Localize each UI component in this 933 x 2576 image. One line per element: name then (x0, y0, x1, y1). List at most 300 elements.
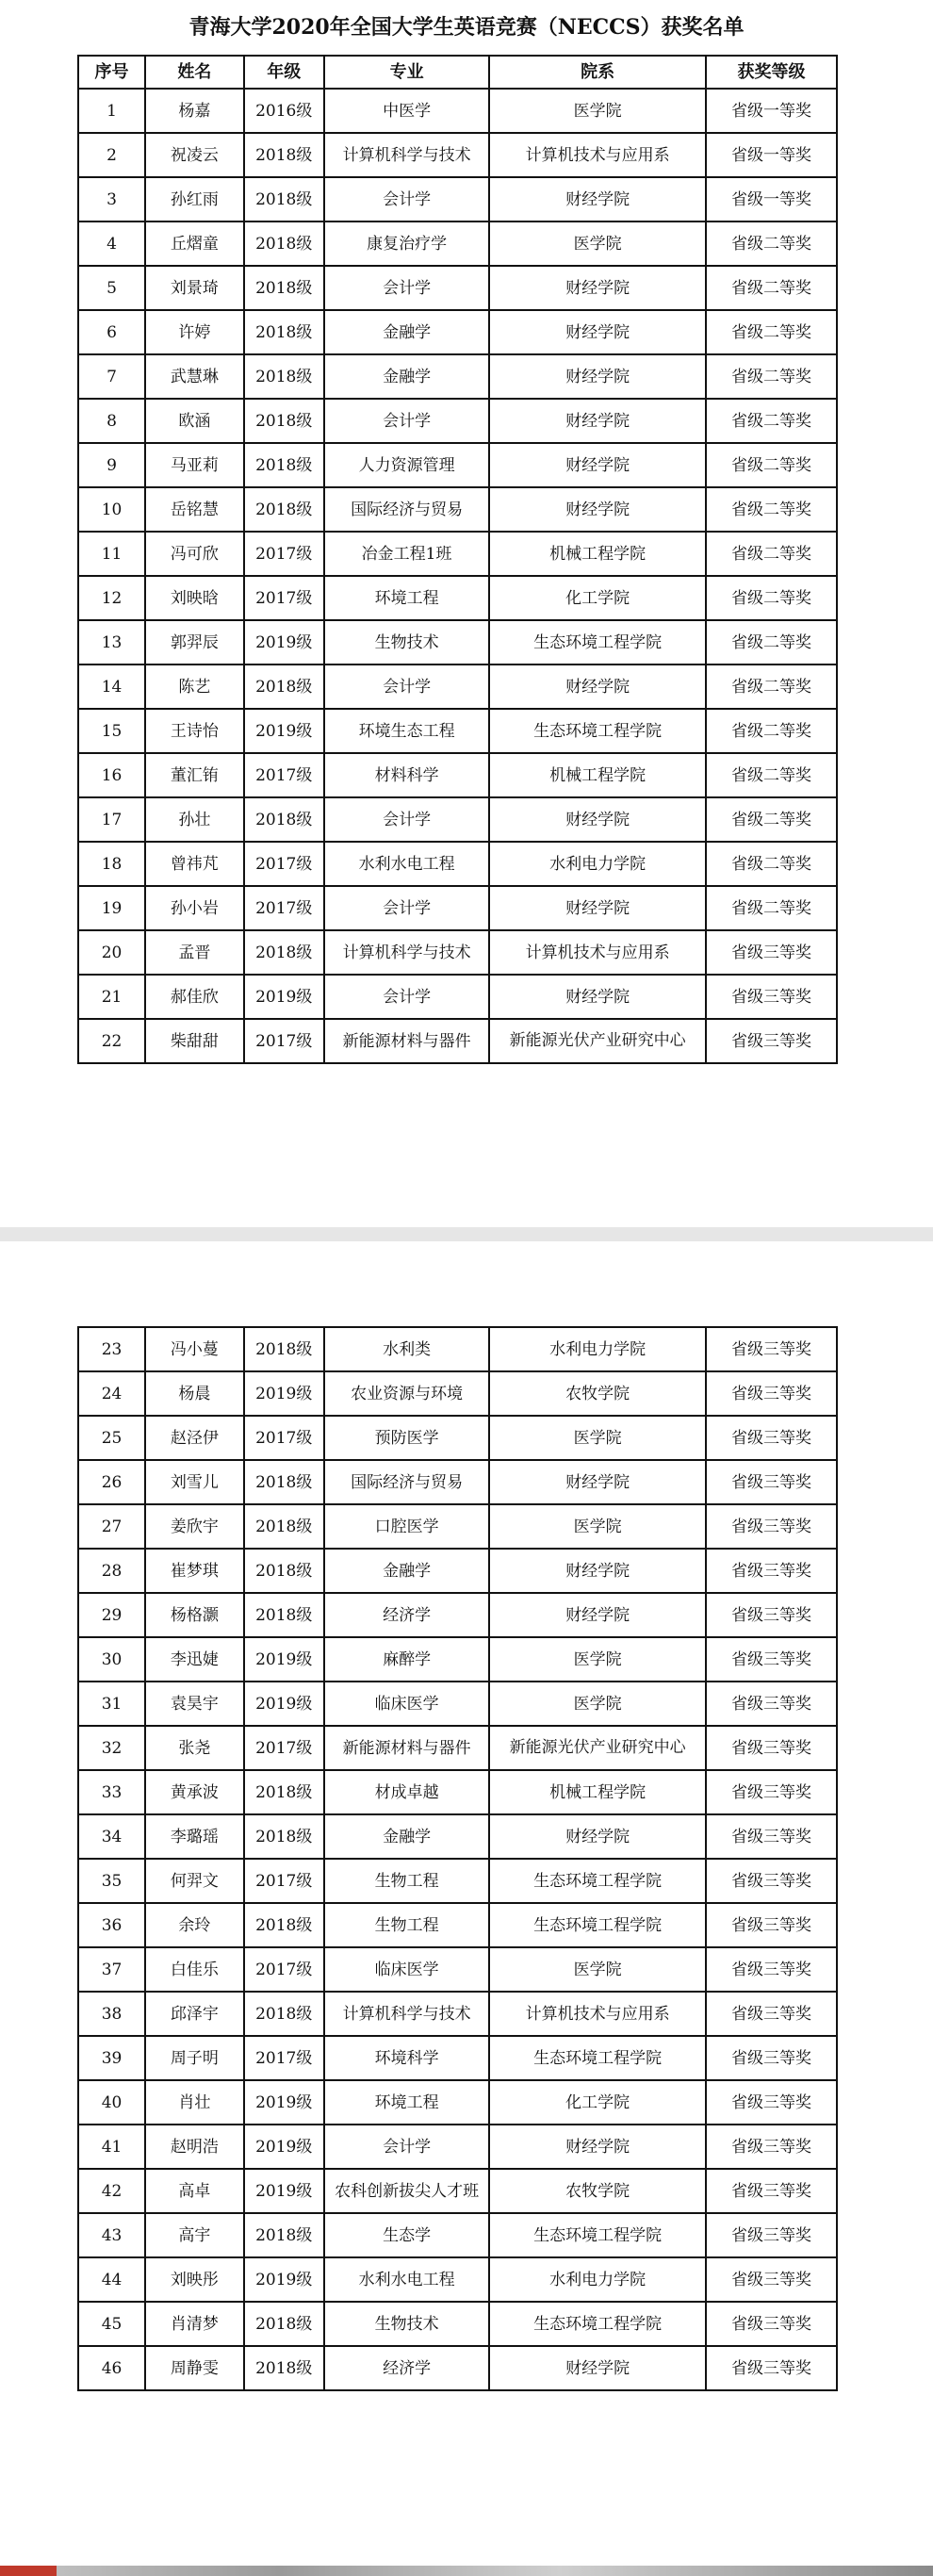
cell-index: 44 (78, 2257, 145, 2302)
cell-department: 财经学院 (489, 399, 706, 443)
cell-award-level: 省级三等奖 (706, 1903, 837, 1947)
cell-department: 财经学院 (489, 487, 706, 532)
cell-index: 26 (78, 1460, 145, 1504)
cell-award-level: 省级一等奖 (706, 89, 837, 133)
cell-name: 肖清梦 (145, 2302, 244, 2346)
cell-award-level: 省级三等奖 (706, 1019, 837, 1063)
table-row (78, 886, 837, 930)
table-row (78, 842, 837, 886)
cell-grade: 2018级 (244, 1504, 324, 1549)
cell-name: 孙红雨 (145, 177, 244, 222)
cell-department: 财经学院 (489, 665, 706, 709)
cell-award-level: 省级三等奖 (706, 2346, 837, 2390)
cell-department: 农牧学院 (489, 1371, 706, 1416)
cell-name: 孟晋 (145, 930, 244, 975)
cell-award-level: 省级二等奖 (706, 222, 837, 266)
bottom-edge-mark (0, 2566, 57, 2576)
cell-department: 计算机技术与应用系 (489, 930, 706, 975)
cell-index: 25 (78, 1416, 145, 1460)
cell-award-level: 省级二等奖 (706, 886, 837, 930)
cell-department: 生态环境工程学院 (489, 709, 706, 753)
bottom-edge-strip (0, 2566, 933, 2576)
cell-name: 杨晨 (145, 1371, 244, 1416)
cell-name: 孙小岩 (145, 886, 244, 930)
cell-award-level: 省级三等奖 (706, 1327, 837, 1371)
cell-major: 会计学 (324, 886, 490, 930)
cell-grade: 2018级 (244, 1549, 324, 1593)
cell-name: 周静雯 (145, 2346, 244, 2390)
table-row (78, 1460, 837, 1504)
table-row (78, 2213, 837, 2257)
cell-major: 金融学 (324, 1549, 490, 1593)
cell-major: 会计学 (324, 2125, 490, 2169)
cell-award-level: 省级三等奖 (706, 1416, 837, 1460)
cell-department: 医学院 (489, 222, 706, 266)
cell-grade: 2017级 (244, 532, 324, 576)
cell-name: 白佳乐 (145, 1947, 244, 1992)
cell-award-level: 省级三等奖 (706, 1770, 837, 1814)
cell-name: 崔梦琪 (145, 1549, 244, 1593)
cell-award-level: 省级二等奖 (706, 797, 837, 842)
cell-name: 武慧琳 (145, 354, 244, 399)
cell-grade: 2018级 (244, 443, 324, 487)
cell-grade: 2017级 (244, 753, 324, 797)
cell-department: 医学院 (489, 1637, 706, 1682)
cell-grade: 2018级 (244, 222, 324, 266)
cell-department: 水利电力学院 (489, 2257, 706, 2302)
cell-major: 生物工程 (324, 1903, 490, 1947)
cell-index: 6 (78, 310, 145, 354)
cell-department: 财经学院 (489, 310, 706, 354)
table-row (78, 2169, 837, 2213)
cell-name: 姜欣宇 (145, 1504, 244, 1549)
cell-index: 36 (78, 1903, 145, 1947)
cell-index: 7 (78, 354, 145, 399)
table-row (78, 753, 837, 797)
cell-grade: 2018级 (244, 665, 324, 709)
table-row (78, 1947, 837, 1992)
cell-name: 杨格灏 (145, 1593, 244, 1637)
cell-grade: 2018级 (244, 1593, 324, 1637)
cell-department: 医学院 (489, 1947, 706, 1992)
cell-award-level: 省级三等奖 (706, 1947, 837, 1992)
cell-department: 生态环境工程学院 (489, 1903, 706, 1947)
cell-grade: 2019级 (244, 1682, 324, 1726)
cell-index: 15 (78, 709, 145, 753)
cell-major: 生物技术 (324, 620, 490, 665)
cell-grade: 2018级 (244, 310, 324, 354)
cell-index: 11 (78, 532, 145, 576)
cell-major: 康复治疗学 (324, 222, 490, 266)
table-row (78, 1770, 837, 1814)
cell-award-level: 省级二等奖 (706, 399, 837, 443)
cell-name: 黄承波 (145, 1770, 244, 1814)
cell-award-level: 省级三等奖 (706, 1637, 837, 1682)
table-row (78, 576, 837, 620)
cell-department: 财经学院 (489, 177, 706, 222)
table-row (78, 975, 837, 1019)
cell-index: 18 (78, 842, 145, 886)
cell-major: 金融学 (324, 310, 490, 354)
cell-grade: 2018级 (244, 1992, 324, 2036)
cell-name: 袁昊宇 (145, 1682, 244, 1726)
cell-award-level: 省级二等奖 (706, 532, 837, 576)
cell-major: 金融学 (324, 1814, 490, 1859)
cell-name: 祝凌云 (145, 133, 244, 177)
table-row (78, 133, 837, 177)
cell-index: 8 (78, 399, 145, 443)
cell-index: 22 (78, 1019, 145, 1063)
cell-major: 麻醉学 (324, 1637, 490, 1682)
cell-major: 会计学 (324, 797, 490, 842)
table-row (78, 89, 837, 133)
cell-index: 16 (78, 753, 145, 797)
cell-award-level: 省级二等奖 (706, 266, 837, 310)
cell-award-level: 省级三等奖 (706, 930, 837, 975)
cell-index: 9 (78, 443, 145, 487)
cell-department: 机械工程学院 (489, 753, 706, 797)
table-row (78, 1504, 837, 1549)
cell-name: 周子明 (145, 2036, 244, 2080)
cell-grade: 2017级 (244, 1947, 324, 1992)
cell-index: 30 (78, 1637, 145, 1682)
cell-award-level: 省级三等奖 (706, 975, 837, 1019)
cell-award-level: 省级二等奖 (706, 354, 837, 399)
cell-award-level: 省级二等奖 (706, 487, 837, 532)
cell-index: 37 (78, 1947, 145, 1992)
cell-grade: 2019级 (244, 2080, 324, 2125)
cell-grade: 2018级 (244, 2302, 324, 2346)
cell-department: 财经学院 (489, 886, 706, 930)
table-row (78, 2080, 837, 2125)
cell-index: 21 (78, 975, 145, 1019)
cell-award-level: 省级三等奖 (706, 1504, 837, 1549)
table-row (78, 1416, 837, 1460)
table-row (78, 177, 837, 222)
cell-award-level: 省级二等奖 (706, 753, 837, 797)
header-index: 序号 (78, 56, 145, 89)
cell-major: 环境工程 (324, 576, 490, 620)
cell-award-level: 省级二等奖 (706, 310, 837, 354)
cell-major: 会计学 (324, 665, 490, 709)
cell-name: 赵明浩 (145, 2125, 244, 2169)
cell-grade: 2018级 (244, 399, 324, 443)
cell-grade: 2017级 (244, 1416, 324, 1460)
table-row (78, 1637, 837, 1682)
cell-grade: 2019级 (244, 1371, 324, 1416)
cell-index: 42 (78, 2169, 145, 2213)
cell-grade: 2017级 (244, 886, 324, 930)
cell-grade: 2017级 (244, 1726, 324, 1770)
cell-index: 29 (78, 1593, 145, 1637)
cell-department: 水利电力学院 (489, 842, 706, 886)
cell-major: 农业资源与环境 (324, 1371, 490, 1416)
cell-department: 财经学院 (489, 354, 706, 399)
cell-department: 财经学院 (489, 975, 706, 1019)
cell-name: 刘雪儿 (145, 1460, 244, 1504)
header-major: 专业 (324, 56, 490, 89)
cell-award-level: 省级三等奖 (706, 2125, 837, 2169)
header-award-level: 获奖等级 (706, 56, 837, 89)
cell-award-level: 省级三等奖 (706, 1593, 837, 1637)
cell-major: 人力资源管理 (324, 443, 490, 487)
cell-grade: 2018级 (244, 133, 324, 177)
cell-major: 预防医学 (324, 1416, 490, 1460)
cell-award-level: 省级二等奖 (706, 665, 837, 709)
cell-name: 冯小蔓 (145, 1327, 244, 1371)
cell-major: 经济学 (324, 1593, 490, 1637)
cell-major: 环境生态工程 (324, 709, 490, 753)
cell-department: 医学院 (489, 1682, 706, 1726)
cell-grade: 2018级 (244, 487, 324, 532)
cell-index: 32 (78, 1726, 145, 1770)
cell-name: 张尧 (145, 1726, 244, 1770)
cell-department: 新能源光伏产业研究中心 (489, 1726, 706, 1770)
cell-grade: 2018级 (244, 1327, 324, 1371)
cell-major: 生物技术 (324, 2302, 490, 2346)
cell-award-level: 省级三等奖 (706, 1992, 837, 2036)
cell-grade: 2019级 (244, 2257, 324, 2302)
table-row (78, 532, 837, 576)
cell-index: 34 (78, 1814, 145, 1859)
cell-major: 生物工程 (324, 1859, 490, 1903)
cell-department: 化工学院 (489, 2080, 706, 2125)
cell-award-level: 省级三等奖 (706, 1682, 837, 1726)
table-row (78, 665, 837, 709)
cell-major: 国际经济与贸易 (324, 487, 490, 532)
cell-grade: 2017级 (244, 1859, 324, 1903)
cell-department: 农牧学院 (489, 2169, 706, 2213)
cell-name: 邱泽宇 (145, 1992, 244, 2036)
cell-name: 马亚莉 (145, 443, 244, 487)
table-row (78, 2257, 837, 2302)
cell-grade: 2019级 (244, 620, 324, 665)
table-row (78, 1682, 837, 1726)
table-row (78, 1593, 837, 1637)
cell-grade: 2018级 (244, 2346, 324, 2390)
table-row (78, 354, 837, 399)
table-row (78, 1859, 837, 1903)
cell-department: 医学院 (489, 1504, 706, 1549)
cell-index: 40 (78, 2080, 145, 2125)
award-table-page-2 (77, 1326, 838, 2391)
cell-name: 王诗怡 (145, 709, 244, 753)
cell-major: 农科创新拔尖人才班 (324, 2169, 490, 2213)
cell-name: 肖壮 (145, 2080, 244, 2125)
cell-major: 环境科学 (324, 2036, 490, 2080)
cell-department: 生态环境工程学院 (489, 2213, 706, 2257)
cell-name: 董汇铕 (145, 753, 244, 797)
cell-major: 材成卓越 (324, 1770, 490, 1814)
cell-award-level: 省级二等奖 (706, 842, 837, 886)
table-header-row (78, 56, 837, 89)
cell-department: 生态环境工程学院 (489, 2036, 706, 2080)
cell-department: 医学院 (489, 89, 706, 133)
table-row (78, 2302, 837, 2346)
table-row (78, 1903, 837, 1947)
cell-index: 19 (78, 886, 145, 930)
cell-index: 33 (78, 1770, 145, 1814)
cell-index: 23 (78, 1327, 145, 1371)
cell-major: 经济学 (324, 2346, 490, 2390)
cell-major: 会计学 (324, 975, 490, 1019)
cell-index: 43 (78, 2213, 145, 2257)
table-row (78, 1549, 837, 1593)
cell-major: 临床医学 (324, 1682, 490, 1726)
table-row (78, 487, 837, 532)
cell-award-level: 省级三等奖 (706, 1726, 837, 1770)
cell-grade: 2017级 (244, 576, 324, 620)
cell-major: 国际经济与贸易 (324, 1460, 490, 1504)
cell-index: 31 (78, 1682, 145, 1726)
cell-department: 生态环境工程学院 (489, 2302, 706, 2346)
cell-department: 财经学院 (489, 797, 706, 842)
cell-department: 医学院 (489, 1416, 706, 1460)
header-name: 姓名 (145, 56, 244, 89)
cell-grade: 2017级 (244, 842, 324, 886)
cell-department: 生态环境工程学院 (489, 1859, 706, 1903)
cell-name: 丘熠童 (145, 222, 244, 266)
cell-index: 12 (78, 576, 145, 620)
table-row (78, 443, 837, 487)
cell-index: 5 (78, 266, 145, 310)
table-row (78, 2036, 837, 2080)
cell-index: 4 (78, 222, 145, 266)
table-row (78, 399, 837, 443)
cell-index: 13 (78, 620, 145, 665)
cell-major: 临床医学 (324, 1947, 490, 1992)
cell-grade: 2018级 (244, 2213, 324, 2257)
cell-name: 郭羿辰 (145, 620, 244, 665)
cell-grade: 2017级 (244, 1019, 324, 1063)
cell-grade: 2019级 (244, 2125, 324, 2169)
cell-name: 赵泾伊 (145, 1416, 244, 1460)
cell-name: 柴甜甜 (145, 1019, 244, 1063)
cell-name: 杨嘉 (145, 89, 244, 133)
cell-award-level: 省级二等奖 (706, 620, 837, 665)
cell-grade: 2018级 (244, 797, 324, 842)
cell-grade: 2018级 (244, 1770, 324, 1814)
cell-index: 27 (78, 1504, 145, 1549)
cell-name: 何羿文 (145, 1859, 244, 1903)
table-row (78, 2346, 837, 2390)
cell-major: 冶金工程1班 (324, 532, 490, 576)
cell-name: 郝佳欣 (145, 975, 244, 1019)
cell-department: 计算机技术与应用系 (489, 1992, 706, 2036)
cell-award-level: 省级三等奖 (706, 2080, 837, 2125)
cell-award-level: 省级一等奖 (706, 177, 837, 222)
cell-name: 李迅婕 (145, 1637, 244, 1682)
cell-grade: 2018级 (244, 266, 324, 310)
cell-department: 化工学院 (489, 576, 706, 620)
cell-award-level: 省级三等奖 (706, 2302, 837, 2346)
cell-grade: 2019级 (244, 709, 324, 753)
cell-name: 陈艺 (145, 665, 244, 709)
cell-index: 2 (78, 133, 145, 177)
cell-major: 材料科学 (324, 753, 490, 797)
cell-name: 李璐瑶 (145, 1814, 244, 1859)
cell-index: 1 (78, 89, 145, 133)
cell-department: 新能源光伏产业研究中心 (489, 1019, 706, 1063)
cell-major: 会计学 (324, 399, 490, 443)
cell-name: 许婷 (145, 310, 244, 354)
cell-major: 计算机科学与技术 (324, 133, 490, 177)
cell-major: 中医学 (324, 89, 490, 133)
cell-award-level: 省级三等奖 (706, 1859, 837, 1903)
cell-name: 岳铭慧 (145, 487, 244, 532)
cell-grade: 2019级 (244, 1637, 324, 1682)
table-row (78, 266, 837, 310)
cell-department: 财经学院 (489, 2346, 706, 2390)
cell-index: 38 (78, 1992, 145, 2036)
cell-award-level: 省级三等奖 (706, 1460, 837, 1504)
table-row (78, 1371, 837, 1416)
cell-major: 新能源材料与器件 (324, 1019, 490, 1063)
cell-award-level: 省级三等奖 (706, 1371, 837, 1416)
cell-grade: 2017级 (244, 2036, 324, 2080)
table-row (78, 2125, 837, 2169)
cell-grade: 2018级 (244, 1814, 324, 1859)
document-title: 青海大学2020年全国大学生英语竞赛（NECCS）获奖名单 (188, 15, 745, 40)
cell-grade: 2016级 (244, 89, 324, 133)
cell-name: 余玲 (145, 1903, 244, 1947)
cell-grade: 2018级 (244, 354, 324, 399)
cell-major: 会计学 (324, 266, 490, 310)
cell-index: 3 (78, 177, 145, 222)
cell-award-level: 省级三等奖 (706, 2213, 837, 2257)
cell-grade: 2019级 (244, 2169, 324, 2213)
cell-department: 财经学院 (489, 2125, 706, 2169)
cell-name: 刘映晗 (145, 576, 244, 620)
cell-grade: 2018级 (244, 1460, 324, 1504)
table-row (78, 310, 837, 354)
cell-index: 45 (78, 2302, 145, 2346)
cell-name: 曾祎芃 (145, 842, 244, 886)
cell-department: 财经学院 (489, 443, 706, 487)
cell-department: 水利电力学院 (489, 1327, 706, 1371)
cell-name: 冯可欣 (145, 532, 244, 576)
cell-major: 新能源材料与器件 (324, 1726, 490, 1770)
cell-award-level: 省级三等奖 (706, 1549, 837, 1593)
cell-index: 20 (78, 930, 145, 975)
cell-major: 口腔医学 (324, 1504, 490, 1549)
cell-award-level: 省级三等奖 (706, 2036, 837, 2080)
cell-index: 10 (78, 487, 145, 532)
award-table-page-1 (77, 55, 838, 1064)
cell-award-level: 省级二等奖 (706, 709, 837, 753)
cell-award-level: 省级二等奖 (706, 443, 837, 487)
cell-grade: 2018级 (244, 177, 324, 222)
cell-department: 机械工程学院 (489, 532, 706, 576)
cell-department: 财经学院 (489, 266, 706, 310)
cell-name: 欧涵 (145, 399, 244, 443)
cell-department: 财经学院 (489, 1593, 706, 1637)
page-separator (0, 1227, 933, 1241)
table-row (78, 1019, 837, 1063)
cell-major: 计算机科学与技术 (324, 930, 490, 975)
cell-department: 财经学院 (489, 1460, 706, 1504)
cell-award-level: 省级二等奖 (706, 576, 837, 620)
table-row (78, 1992, 837, 2036)
cell-grade: 2019级 (244, 975, 324, 1019)
table-row (78, 709, 837, 753)
cell-major: 生态学 (324, 2213, 490, 2257)
cell-index: 39 (78, 2036, 145, 2080)
header-department: 院系 (489, 56, 706, 89)
cell-name: 刘景琦 (145, 266, 244, 310)
cell-department: 机械工程学院 (489, 1770, 706, 1814)
table-row (78, 930, 837, 975)
